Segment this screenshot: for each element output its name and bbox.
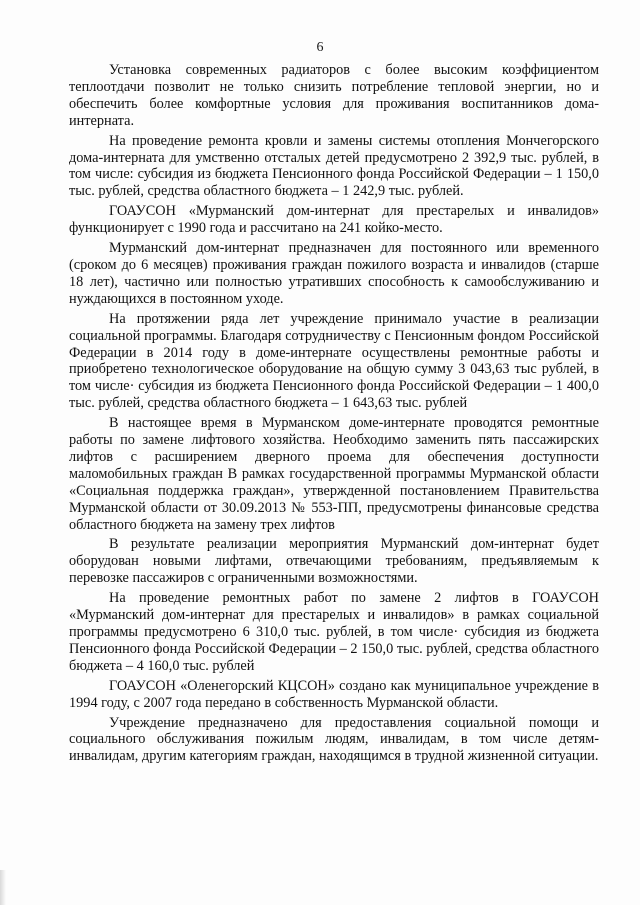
paragraph-murmansk-home-intro: ГОАУСОН «Мурманский дом-интернат для престарелых и инвалидов» функционирует с 1990 года и рассчитано на 241 койко-место. xyxy=(69,203,599,237)
paragraph-roof-repair-funding: На проведение ремонта кровли и замены системы отопления Мончегорского дома-интерната для умственно отсталых детей предусмотрено 2 392,9 тыс. рублей, в том числе: субсидия из бюджета Пенсионного фонда Российской Федерации – 1 150,0 тыс. рублей, средства областного бюджета – 1 242,9 тыс. рублей. xyxy=(69,132,599,200)
scan-edge-shadow xyxy=(0,870,6,905)
paragraph-olenegorsk-intro: ГОАУСОН «Оленегорский КЦСОН» создано как муниципальное учреждение в 1994 году, с 2007 года передано в собственность Мурманской области. xyxy=(69,677,599,711)
paragraph-social-program-2014: На протяжении ряда лет учреждение принимало участие в реализации социальной программы. Благодаря сотрудничеству с Пенсионным фондом Российской Федерации в 2014 году в доме-интернате осуществлены ремонтные работы и приобретено технологическое оборудование на общую сумму 3 043,63 тыс рублей, в том числе· субсидия из бюджета Пенсионного фонда Российской Федерации – 1 400,0 тыс. рублей, средства областного бюджета – 1 643,63 тыс. рублей xyxy=(69,310,599,412)
paragraph-radiators: Установка современных радиаторов с более высоким коэффициентом теплоотдачи позволит не только снизить потребление тепловой энергии, но и обеспечить более комфортные условия для проживания воспитанников дома-интерната. xyxy=(69,62,599,129)
paragraph-elevator-replacement: В настоящее время в Мурманском доме-интернате проводятся ремонтные работы по замене лифтового хозяйства. Необходимо заменить пять пассажирских лифтов с расширением дверного проема для обеспечения доступности маломобильных граждан В рамках государственной программы Мурманской области «Социальная поддержка граждан», утвержденной постановлением Правительства Мурманской области от 30.09.2013 № 553-ПП, предусмотрены финансовые средства областного бюджета на замену трех лифтов xyxy=(69,415,599,533)
document-body xyxy=(69,62,599,768)
page-number: 6 xyxy=(316,40,324,55)
paragraph-murmansk-home-purpose: Мурманский дом-интернат предназначен для постоянного или временного (сроком до 6 месяцев) проживания граждан пожилого возраста и инвалидов (старше 18 лет), частично или полностью утративших способность к самообслуживанию и нуждающихся в постоянном уходе. xyxy=(69,240,599,307)
paragraph-elevator-funding: На проведение ремонтных работ по замене 2 лифтов в ГОАУСОН «Мурманский дом-интернат для престарелых и инвалидов» в рамках социальной программы предусмотрено 6 310,0 тыс. рублей, в том числе· субсидия из бюджета Пенсионного фонда Российской Федерации – 2 150,0 тыс. рублей, средства областного бюджета – 4 160,0 тыс. рублей xyxy=(69,590,599,674)
paragraph-elevator-result: В результате реализации мероприятия Мурманский дом-интернат будет оборудован новыми лифтами, отвечающими требованиям, предъявляемым к перевозке пассажиров с ограниченными возможностями. xyxy=(69,536,599,587)
paragraph-olenegorsk-purpose: Учреждение предназначено для предоставления социальной помощи и социального обслуживания пожилым людям, инвалидам, в том числе детям-инвалидам, другим категориям граждан, находящимся в трудной жизненной ситуации. xyxy=(69,714,599,765)
